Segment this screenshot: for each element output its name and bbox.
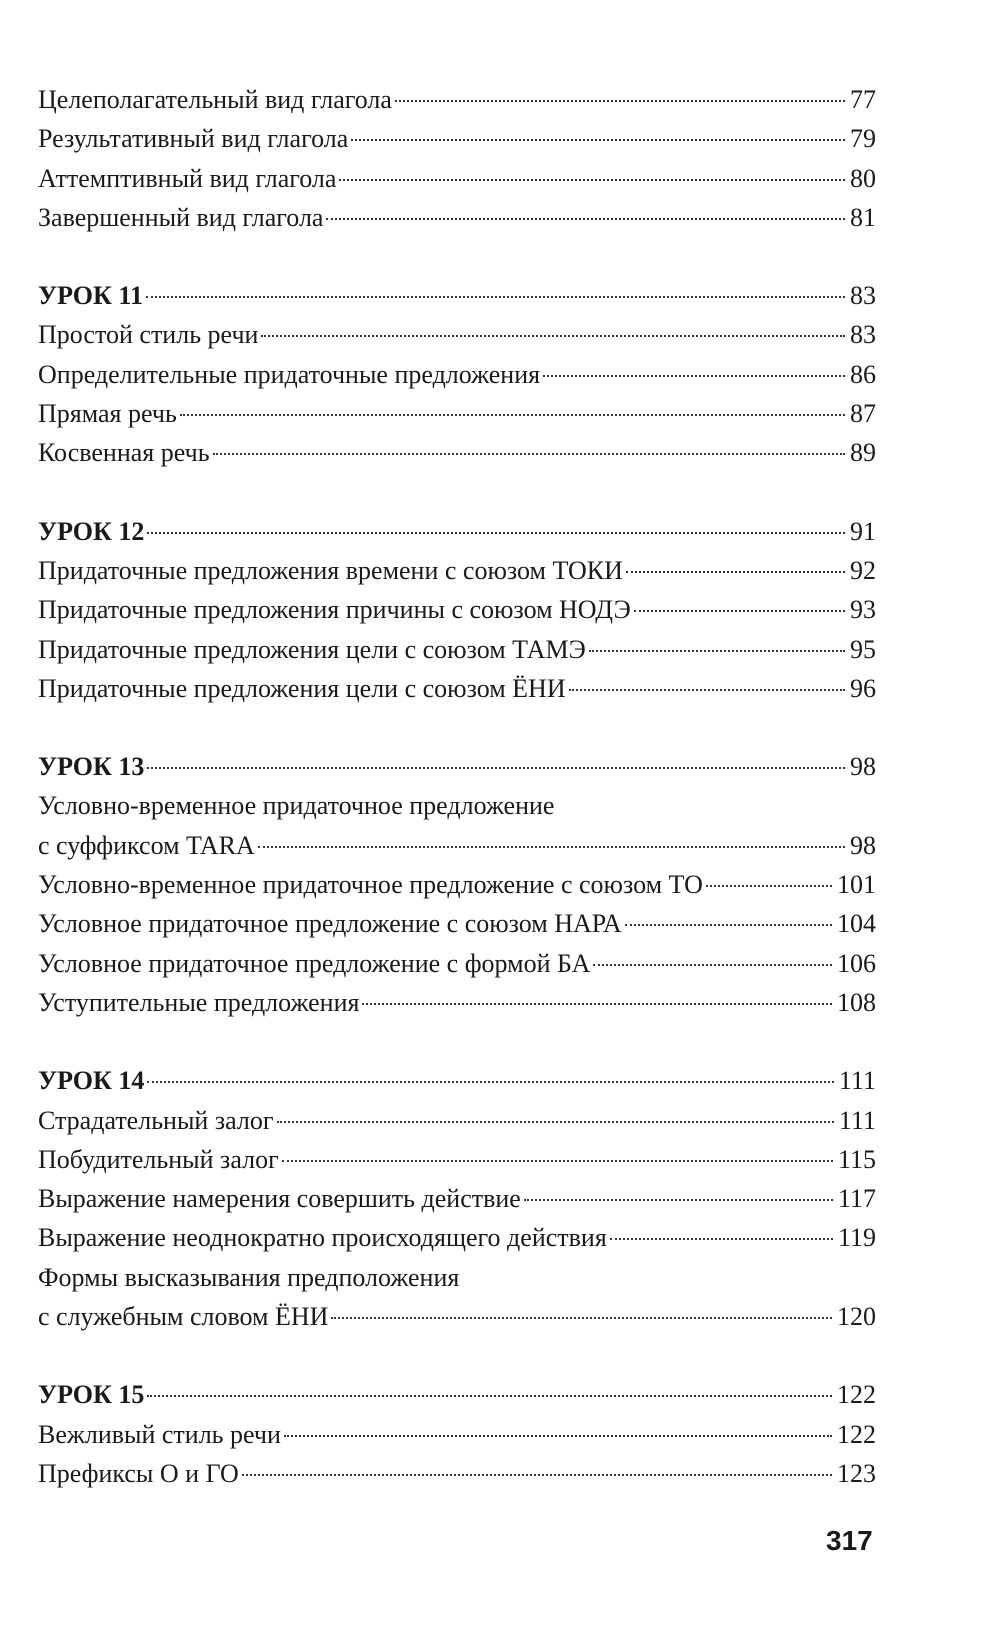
page-number: 317 [826,1525,873,1556]
dot-leader [147,1395,832,1397]
entry-page: 96 [850,673,876,703]
entry-title: Вежливый стиль речи [38,1419,281,1449]
toc-entry [38,119,876,158]
entry-page: 120 [837,1302,876,1332]
toc-entry [38,1297,876,1336]
toc-entry [38,355,876,394]
dot-leader [625,924,832,926]
entry-page: 79 [850,124,876,154]
entry-title-line1: Формы высказывания предположения [38,1262,460,1292]
entry-title: Простой стиль речи [38,320,259,350]
entry-title: Придаточные предложения цели с союзом ТАМЭ [38,634,586,664]
entry-page: 123 [837,1458,876,1488]
lesson-title: УРОК 12 [38,516,145,546]
entry-title: Косвенная речь [38,438,210,468]
dot-leader [147,1081,834,1083]
entry-title: Завершенный вид глагола [38,202,324,232]
entry-title: Придаточные предложения времени с союзом ТОКИ [38,555,623,585]
entry-title: Результативный вид глагола [38,124,349,154]
dot-leader [634,610,845,612]
dot-leader [706,885,832,887]
entry-page: 95 [850,634,876,664]
entry-title-line1: Условно-временное придаточное предложение [38,791,555,821]
toc-entry [38,80,876,119]
dot-leader [626,571,845,573]
dot-leader [331,1317,832,1319]
lesson-title: УРОК 11 [38,281,143,311]
entry-title: Целеполагательный вид глагола [38,85,392,114]
dot-leader [277,1121,834,1123]
lesson-heading [38,1061,876,1100]
toc-entry [38,198,876,237]
entry-page: 81 [850,202,876,232]
toc-entry [38,630,876,669]
lesson-title: УРОК 15 [38,1380,145,1410]
entry-page: 119 [837,1223,876,1253]
entry-title: Прямая речь [38,399,177,429]
toc-entry [38,1179,876,1218]
entry-page: 87 [850,399,876,429]
entry-page: 86 [850,359,876,389]
dot-leader [593,964,832,966]
entry-title: Придаточные предложения причины с союзом НОДЭ [38,595,631,625]
entry-title: Выражение намерения совершить действие [38,1184,521,1214]
toc-entry [38,669,876,708]
toc-entry [38,904,876,943]
entry-page: 106 [837,948,876,978]
entry-page: 104 [837,909,876,939]
entry-page: 122 [837,1419,876,1449]
lesson-title: УРОК 13 [38,752,145,782]
dot-leader [395,100,845,102]
lesson-heading [38,512,876,551]
lesson-page: 111 [838,1066,876,1096]
dot-leader [242,1474,832,1476]
entry-title: Условное придаточное предложение с формой БА [38,948,591,978]
toc-entry [38,1454,876,1493]
lesson-heading [38,747,876,786]
toc-entry [38,159,876,198]
dot-leader [284,1435,832,1437]
entry-page: 111 [838,1105,876,1135]
entry-page: 93 [850,595,876,625]
dot-leader [339,179,845,181]
toc-entry [38,551,876,590]
lesson-heading [38,276,876,315]
lesson-heading [38,1375,876,1414]
dot-leader [326,218,845,220]
dot-leader [362,1003,832,1005]
dot-leader [261,335,845,337]
toc-entry [38,865,876,904]
toc-entry [38,826,876,865]
toc-entry-line1 [38,786,876,825]
toc-entry [38,1101,876,1140]
entry-page: 117 [837,1184,876,1214]
toc-entry [38,433,876,472]
entry-title: с служебным словом ЁНИ [38,1302,329,1332]
lesson-page: 122 [837,1380,876,1410]
entry-title: Уступительные предложения [38,987,360,1017]
entry-page: 115 [837,1144,876,1174]
entry-page: 101 [837,870,876,900]
lesson-page: 91 [850,516,876,546]
toc-entry [38,590,876,629]
entry-title: Условное придаточное предложение с союзом НАРА [38,909,622,939]
dot-leader [610,1238,833,1240]
toc-entry-line1 [38,1258,876,1297]
dot-leader [351,139,845,141]
toc-entry [38,1415,876,1454]
entry-page: 80 [850,163,876,193]
entry-page: 77 [850,85,876,114]
dot-leader [282,1160,833,1162]
entry-title: Определительные придаточные предложения [38,359,541,389]
dot-leader [213,453,845,455]
toc-entry [38,394,876,433]
entry-page: 92 [850,555,876,585]
entry-title: Префиксы О и ГО [38,1458,239,1488]
entry-page: 89 [850,438,876,468]
dot-leader [258,846,845,848]
toc-entry [38,983,876,1022]
entry-page: 108 [837,987,876,1017]
dot-leader [146,296,845,298]
entry-title: Выражение неоднократно происходящего действия [38,1223,607,1253]
toc-entry [38,315,876,354]
dot-leader [180,414,845,416]
lesson-title: УРОК 14 [38,1066,145,1096]
entry-page: 83 [850,320,876,350]
dot-leader [147,532,845,534]
dot-leader [147,767,845,769]
entry-title: Условно-временное придаточное предложение с союзом ТО [38,870,703,900]
toc-entry [38,1218,876,1257]
entry-title: Страдательный залог [38,1105,274,1135]
toc-entry [38,944,876,983]
entry-page: 98 [850,830,876,860]
table-of-contents [38,80,876,1493]
lesson-page: 98 [850,752,876,782]
dot-leader [524,1199,833,1201]
entry-title: Аттемптивный вид глагола [38,163,337,193]
dot-leader [569,689,845,691]
lesson-page: 83 [850,281,876,311]
dot-leader [589,650,845,652]
entry-title: с суффиксом TARA [38,830,255,860]
entry-title: Придаточные предложения цели с союзом ЁНИ [38,673,566,703]
toc-entry [38,1140,876,1179]
dot-leader [543,375,845,377]
entry-title: Побудительный залог [38,1144,279,1174]
